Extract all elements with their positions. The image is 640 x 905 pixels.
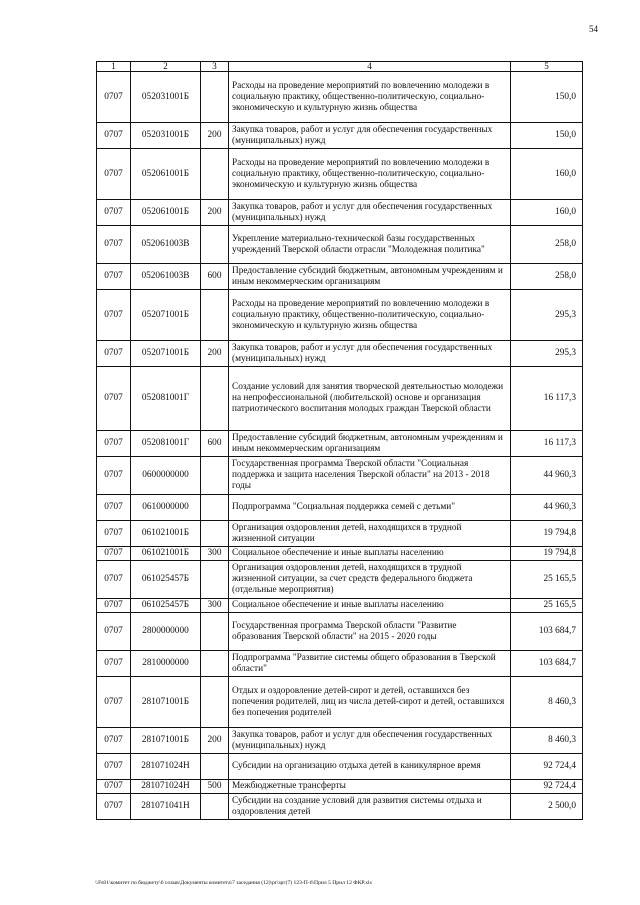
amount-cell: 16 117,3	[511, 431, 583, 457]
expense-type-cell	[201, 561, 229, 599]
description-cell: Организация оздоровления детей, находящихся в трудной жизненной ситуации	[229, 521, 511, 547]
section-code-cell: 0707	[97, 521, 131, 547]
column-header-4: 4	[229, 62, 511, 72]
table-row	[97, 457, 583, 495]
section-code-cell: 0707	[97, 431, 131, 457]
amount-cell: 44 960,3	[511, 495, 583, 521]
table-row	[97, 754, 583, 780]
amount-cell: 16 117,3	[511, 367, 583, 431]
section-code-cell: 0707	[97, 651, 131, 677]
expense-type-cell	[201, 457, 229, 495]
description-cell: Закупка товаров, работ и услуг для обеспечения государственных (муниципальных) нужд	[229, 123, 511, 149]
target-article-cell: 061021001Б	[131, 547, 201, 561]
table-row	[97, 200, 583, 226]
table-row	[97, 677, 583, 728]
expense-type-cell	[201, 226, 229, 264]
description-cell: Социальное обеспечение и иные выплаты населению	[229, 599, 511, 613]
expense-type-cell	[201, 677, 229, 728]
target-article-cell: 052061001Б	[131, 200, 201, 226]
description-cell: Расходы на проведение мероприятий по вовлечению молодежи в социальную практику, общественно-политическую, социально-экономическую и культурную жизнь общества	[229, 290, 511, 341]
expense-type-cell	[201, 521, 229, 547]
expense-type-cell	[201, 794, 229, 820]
description-cell: Расходы на проведение мероприятий по вовлечению молодежи в социальную практику, общественно-политическую, социально-экономическую и культурную жизнь общества	[229, 72, 511, 123]
table-row	[97, 290, 583, 341]
target-article-cell: 2800000000	[131, 613, 201, 651]
amount-cell: 44 960,3	[511, 457, 583, 495]
amount-cell: 150,0	[511, 123, 583, 149]
description-cell: Государственная программа Тверской области "Развитие образования Тверской области" на 2015 - 2020 годы	[229, 613, 511, 651]
description-cell: Организация оздоровления детей, находящихся в трудной жизненной ситуации, за счет средств федерального бюджета (отдельные мероприятия)	[229, 561, 511, 599]
section-code-cell: 0707	[97, 599, 131, 613]
expense-type-cell	[201, 754, 229, 780]
description-cell: Подпрограмма "Развитие системы общего образования в Тверской области"	[229, 651, 511, 677]
table-row	[97, 431, 583, 457]
target-article-cell: 281071001Б	[131, 677, 201, 728]
section-code-cell: 0707	[97, 226, 131, 264]
expense-type-cell: 600	[201, 264, 229, 290]
table-row	[97, 149, 583, 200]
section-code-cell: 0707	[97, 794, 131, 820]
column-header-3: 3	[201, 62, 229, 72]
expense-type-cell	[201, 367, 229, 431]
description-cell: Отдых и оздоровление детей-сирот и детей, оставшихся без попечения родителей, лиц из числа детей-сирот и детей, оставшихся без попечения родителей	[229, 677, 511, 728]
target-article-cell: 281071024Н	[131, 754, 201, 780]
expense-type-cell: 200	[201, 341, 229, 367]
section-code-cell: 0707	[97, 613, 131, 651]
target-article-cell: 061021001Б	[131, 521, 201, 547]
table-row	[97, 226, 583, 264]
target-article-cell: 052031001Б	[131, 123, 201, 149]
table-row	[97, 780, 583, 794]
expense-type-cell	[201, 613, 229, 651]
section-code-cell: 0707	[97, 341, 131, 367]
section-code-cell: 0707	[97, 457, 131, 495]
section-code-cell: 0707	[97, 561, 131, 599]
target-article-cell: 2810000000	[131, 651, 201, 677]
section-code-cell: 0707	[97, 754, 131, 780]
table-row	[97, 728, 583, 754]
section-code-cell: 0707	[97, 367, 131, 431]
description-cell: Социальное обеспечение и иные выплаты населению	[229, 547, 511, 561]
description-cell: Расходы на проведение мероприятий по вовлечению молодежи в социальную практику, общественно-политическую, социально-экономическую и культурную жизнь общества	[229, 149, 511, 200]
amount-cell: 150,0	[511, 72, 583, 123]
target-article-cell: 052061003В	[131, 264, 201, 290]
target-article-cell: 281071001Б	[131, 728, 201, 754]
amount-cell: 25 165,5	[511, 599, 583, 613]
target-article-cell: 052061003В	[131, 226, 201, 264]
table-row	[97, 367, 583, 431]
description-cell: Укрепление материально-технической базы государственных учреждений Тверской области отрасли "Молодежная политика"	[229, 226, 511, 264]
target-article-cell: 061025457Б	[131, 561, 201, 599]
table-row	[97, 521, 583, 547]
expense-type-cell	[201, 651, 229, 677]
table-header-row	[97, 62, 583, 72]
amount-cell: 258,0	[511, 264, 583, 290]
target-article-cell: 281071024Н	[131, 780, 201, 794]
description-cell: Межбюджетные трансферты	[229, 780, 511, 794]
expense-type-cell: 300	[201, 547, 229, 561]
target-article-cell: 052071001Б	[131, 341, 201, 367]
section-code-cell: 0707	[97, 780, 131, 794]
description-cell: Закупка товаров, работ и услуг для обеспечения государственных (муниципальных) нужд	[229, 200, 511, 226]
section-code-cell: 0707	[97, 728, 131, 754]
table-row	[97, 72, 583, 123]
expense-type-cell: 300	[201, 599, 229, 613]
table-row	[97, 794, 583, 820]
table-row	[97, 264, 583, 290]
target-article-cell: 281071041Н	[131, 794, 201, 820]
amount-cell: 92 724,4	[511, 780, 583, 794]
table-row	[97, 561, 583, 599]
description-cell: Подпрограмма "Социальная поддержка семей с детьми"	[229, 495, 511, 521]
budget-table	[96, 61, 583, 820]
table-row	[97, 341, 583, 367]
page-number: 54	[589, 24, 598, 34]
column-header-2: 2	[131, 62, 201, 72]
amount-cell: 25 165,5	[511, 561, 583, 599]
column-header-5: 5	[511, 62, 583, 72]
description-cell: Государственная программа Тверской области "Социальная поддержка и защита населения Тверской области" на 2013 - 2018 годы	[229, 457, 511, 495]
description-cell: Предоставление субсидий бюджетным, автономным учреждениям и иным некоммерческим организациям	[229, 264, 511, 290]
section-code-cell: 0707	[97, 200, 131, 226]
table-row	[97, 613, 583, 651]
section-code-cell: 0707	[97, 72, 131, 123]
expense-type-cell	[201, 149, 229, 200]
file-path-footer: \\Fs01\комитет по бюджету\6 созыв\Документы комитета\7 заседания (12)\pr\зрг(7) 123-П-6\Прил 5 Прил 12 ФКР.xls	[95, 880, 372, 886]
amount-cell: 92 724,4	[511, 754, 583, 780]
target-article-cell: 052071001Б	[131, 290, 201, 341]
amount-cell: 295,3	[511, 290, 583, 341]
description-cell: Субсидии на организацию отдыха детей в каникулярное время	[229, 754, 511, 780]
expense-type-cell	[201, 290, 229, 341]
description-cell: Закупка товаров, работ и услуг для обеспечения государственных (муниципальных) нужд	[229, 341, 511, 367]
amount-cell: 19 794,8	[511, 521, 583, 547]
amount-cell: 160,0	[511, 200, 583, 226]
amount-cell: 19 794,8	[511, 547, 583, 561]
section-code-cell: 0707	[97, 677, 131, 728]
description-cell: Закупка товаров, работ и услуг для обеспечения государственных (муниципальных) нужд	[229, 728, 511, 754]
table-row	[97, 495, 583, 521]
section-code-cell: 0707	[97, 290, 131, 341]
expense-type-cell	[201, 72, 229, 123]
table-row	[97, 547, 583, 561]
target-article-cell: 052061001Б	[131, 149, 201, 200]
section-code-cell: 0707	[97, 264, 131, 290]
amount-cell: 8 460,3	[511, 728, 583, 754]
expense-type-cell: 200	[201, 728, 229, 754]
target-article-cell: 052081001Г	[131, 367, 201, 431]
target-article-cell: 0600000000	[131, 457, 201, 495]
expense-type-cell: 200	[201, 123, 229, 149]
target-article-cell: 061025457Б	[131, 599, 201, 613]
target-article-cell: 052031001Б	[131, 72, 201, 123]
table-row	[97, 123, 583, 149]
amount-cell: 160,0	[511, 149, 583, 200]
amount-cell: 8 460,3	[511, 677, 583, 728]
amount-cell: 2 500,0	[511, 794, 583, 820]
section-code-cell: 0707	[97, 123, 131, 149]
amount-cell: 103 684,7	[511, 613, 583, 651]
amount-cell: 295,3	[511, 341, 583, 367]
table-row	[97, 599, 583, 613]
amount-cell: 258,0	[511, 226, 583, 264]
description-cell: Создание условий для занятия творческой деятельностью молодежи на непрофессиональной (любительской) основе и организация патриотического воспитания молодых граждан Тверской области	[229, 367, 511, 431]
section-code-cell: 0707	[97, 149, 131, 200]
section-code-cell: 0707	[97, 547, 131, 561]
description-cell: Субсидии на создание условий для развития системы отдыха и оздоровления детей	[229, 794, 511, 820]
description-cell: Предоставление субсидий бюджетным, автономным учреждениям и иным некоммерческим организациям	[229, 431, 511, 457]
section-code-cell: 0707	[97, 495, 131, 521]
target-article-cell: 0610000000	[131, 495, 201, 521]
amount-cell: 103 684,7	[511, 651, 583, 677]
expense-type-cell: 500	[201, 780, 229, 794]
column-header-1: 1	[97, 62, 131, 72]
expense-type-cell	[201, 495, 229, 521]
table-row	[97, 651, 583, 677]
expense-type-cell: 600	[201, 431, 229, 457]
expense-type-cell: 200	[201, 200, 229, 226]
target-article-cell: 052081001Г	[131, 431, 201, 457]
